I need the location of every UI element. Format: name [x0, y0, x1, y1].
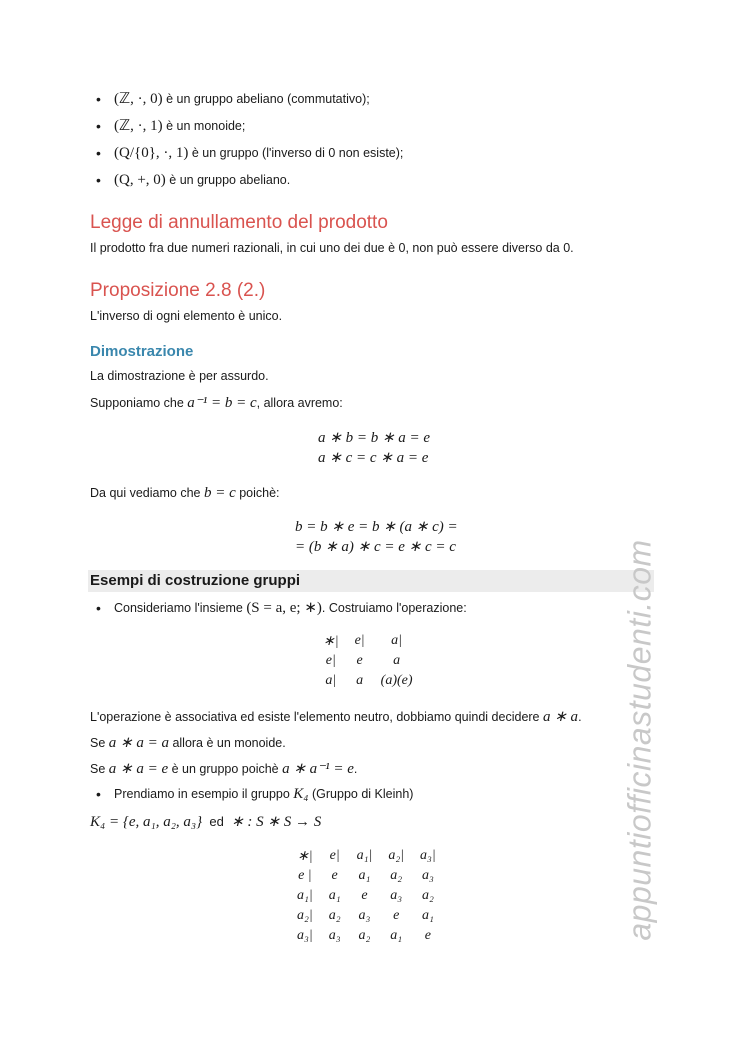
equation: a ∗ b = b ∗ a = e	[318, 430, 431, 446]
text: , allora avremo:	[256, 396, 343, 410]
table-cell: e	[331, 868, 338, 883]
table-row	[289, 926, 444, 946]
math-expr: K₄	[293, 786, 309, 802]
list-item	[96, 595, 467, 622]
table-cell: a₂	[328, 908, 341, 923]
list-item-text: è un gruppo abeliano.	[165, 173, 291, 187]
text: L'operazione è associativa ed esiste l'elemento neutro, dobbiamo quindi decidere	[90, 710, 543, 724]
table-row	[289, 866, 444, 886]
math-expr: (S = a, e; ∗)	[246, 600, 322, 616]
table-cell: a₃	[328, 928, 341, 943]
table-cell: a₁	[358, 868, 371, 883]
k4-definition	[90, 812, 321, 831]
math-expr: a ∗ a⁻¹ = e	[282, 761, 354, 777]
table-cell: a₃|	[297, 928, 313, 943]
intro-bullet-list	[96, 86, 403, 194]
section-paragraph: Il prodotto fra due numeri razionali, in cui uno dei due è 0, non può essere diverso da 0.	[90, 241, 574, 255]
table-cell: e	[424, 928, 431, 943]
table-cell: a₁|	[356, 848, 373, 863]
text: Prendiamo in esempio il gruppo	[114, 787, 294, 801]
table-cell: e|	[354, 633, 365, 648]
table-cell: a	[393, 653, 401, 668]
table-cell: a|	[325, 673, 337, 688]
operation-table-k4	[289, 846, 444, 946]
table-cell: e |	[298, 868, 312, 883]
text: Se	[90, 762, 109, 776]
table-row	[315, 631, 421, 651]
examples-heading: Esempi di costruzione gruppi	[90, 572, 301, 589]
math-expr: (Q/{0}, ·, 1)	[114, 145, 189, 161]
table-row	[315, 651, 421, 671]
math-expr: a ∗ a = e	[108, 761, 169, 777]
table-cell: e	[393, 908, 400, 923]
text: è un gruppo poichè	[168, 762, 283, 776]
table-cell: e|	[325, 653, 336, 668]
math-expr: (ℤ, ·, 1)	[114, 118, 163, 134]
math-expr: ∗ : S ∗ S → S	[231, 814, 322, 830]
table-cell: a|	[391, 633, 403, 648]
text: Se	[90, 736, 109, 750]
list-item	[96, 86, 403, 113]
list-item	[96, 167, 403, 194]
table-cell: a₃|	[420, 848, 436, 863]
section-heading-annullamento: Legge di annullamento del prodotto	[90, 212, 388, 233]
math-expr: b = c	[203, 485, 236, 501]
list-item	[96, 140, 403, 167]
table-cell: a₂	[390, 868, 403, 883]
math-expr: (ℤ, ·, 0)	[114, 91, 163, 107]
math-expr: a⁻¹ = b = c	[187, 395, 257, 411]
list-item	[96, 781, 413, 808]
list-item-text: è un gruppo (l'inverso di 0 non esiste);	[188, 146, 404, 160]
table-cell: a₁	[390, 928, 403, 943]
math-expr: a ∗ a	[542, 709, 579, 725]
table-cell: a₂	[358, 928, 371, 943]
list-item-text: è un monoide;	[162, 119, 246, 133]
table-row	[289, 906, 444, 926]
text: .	[353, 762, 358, 776]
table-cell: a₂	[421, 888, 434, 903]
equation: a ∗ c = c ∗ a = e	[318, 450, 429, 466]
text: . Costruiamo l'operazione:	[321, 601, 467, 615]
equation: = (b ∗ a) ∗ c = e ∗ c = c	[295, 539, 456, 555]
table-cell: a₂|	[297, 908, 313, 923]
table-cell: a	[356, 673, 364, 688]
table-cell: a₃	[421, 868, 434, 883]
table-row	[289, 846, 444, 866]
text: Consideriamo l'insieme	[114, 601, 247, 615]
math-expr: (Q, +, 0)	[114, 172, 166, 188]
table-cell: a₃	[390, 888, 403, 903]
proof-line: La dimostrazione è per assurdo.	[90, 369, 269, 383]
list-item	[96, 113, 403, 140]
example-line	[90, 707, 582, 726]
table-row	[289, 886, 444, 906]
table-cell: ∗|	[323, 633, 339, 649]
list-item-text: è un gruppo abeliano (commutativo);	[162, 92, 370, 106]
proof-heading: Dimostrazione	[90, 343, 194, 360]
text: Supponiamo che	[90, 396, 188, 410]
equation: b = b ∗ e = b ∗ (a ∗ c) =	[295, 519, 458, 535]
text: poichè:	[235, 486, 280, 500]
table-cell: ∗|	[297, 848, 313, 864]
operation-table-s	[315, 631, 421, 691]
text: (Gruppo di Kleinh)	[308, 787, 414, 801]
examples-bullet-list	[96, 595, 467, 622]
section-heading-proposizione: Proposizione 2.8 (2.)	[90, 280, 266, 301]
watermark-text: appuntiofficinastudenti.com	[621, 539, 658, 941]
example-line	[90, 759, 357, 778]
table-cell: e	[356, 653, 363, 668]
proof-line	[90, 485, 280, 502]
text: .	[578, 710, 582, 724]
text: Da qui vediamo che	[90, 486, 204, 500]
text: ed	[209, 814, 224, 829]
table-cell: (a)(e)	[380, 673, 413, 688]
example-line	[90, 733, 286, 752]
text: allora è un monoide.	[168, 736, 286, 750]
section-paragraph: L'inverso di ogni elemento è unico.	[90, 309, 283, 323]
table-cell: a₃	[358, 908, 371, 923]
math-expr: a ∗ a = a	[108, 735, 169, 751]
table-cell: e|	[329, 848, 340, 863]
table-cell: a₁	[328, 888, 341, 903]
table-row	[315, 671, 421, 691]
table-cell: a₁|	[297, 888, 313, 903]
table-cell: a₁	[421, 908, 434, 923]
examples-bullet-list-2	[96, 781, 413, 808]
table-cell: e	[361, 888, 368, 903]
proof-line	[90, 393, 343, 412]
table-cell: a₂|	[388, 848, 405, 863]
math-expr: K₄ = {e, a₁, a₂, a₃}	[90, 814, 203, 830]
